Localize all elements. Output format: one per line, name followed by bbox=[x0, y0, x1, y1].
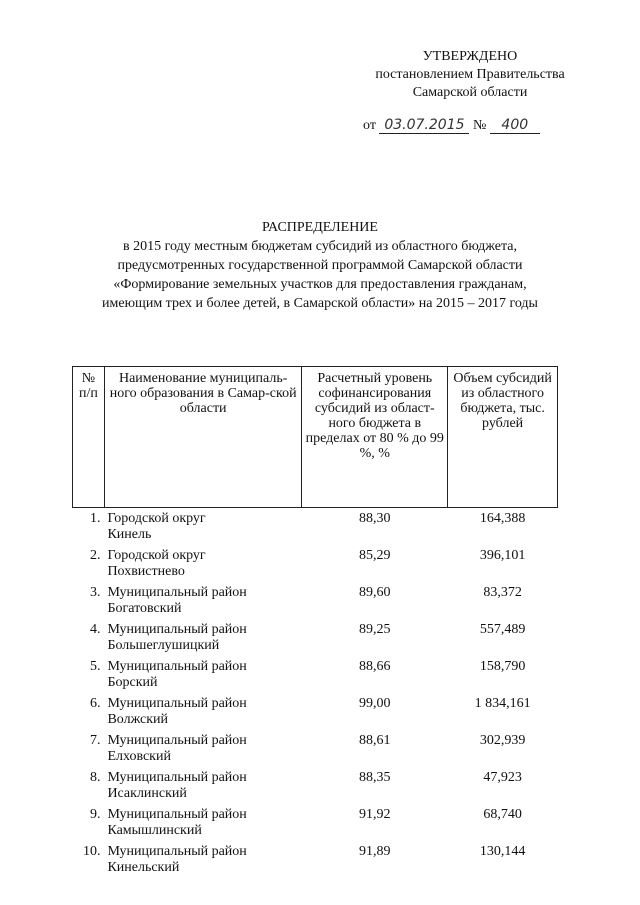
row-volume: 557,489 bbox=[479, 622, 526, 637]
row-volume: 302,939 bbox=[479, 733, 526, 748]
row-number: 5. bbox=[89, 659, 101, 674]
resolution-reference bbox=[363, 117, 540, 134]
row-municipality: Муниципальный район Камышлинский bbox=[107, 807, 247, 838]
row-rate: 85,29 bbox=[359, 548, 391, 563]
table-row bbox=[73, 693, 558, 730]
table-header-row bbox=[73, 367, 558, 508]
table-row bbox=[73, 545, 558, 582]
resolution-prefix: от bbox=[363, 118, 376, 133]
row-municipality: Муниципальный район Волжский bbox=[107, 696, 247, 727]
heading-line: «Формирование земельных участков для предоставления гражданам, bbox=[113, 277, 527, 292]
heading-line: имеющим трех и более детей, в Самарской области» на 2015 – 2017 годы bbox=[102, 296, 538, 311]
row-rate: 89,25 bbox=[359, 622, 391, 637]
row-municipality: Муниципальный район Большеглушицкий bbox=[107, 622, 247, 653]
row-volume: 130,144 bbox=[479, 844, 526, 859]
row-volume: 83,372 bbox=[483, 585, 522, 600]
row-municipality: Муниципальный район Кинельский bbox=[107, 844, 247, 875]
resolution-date: 03.07.2015 bbox=[379, 117, 469, 134]
row-number: 1. bbox=[89, 511, 101, 526]
document-title: РАСПРЕДЕЛЕНИЕ bbox=[262, 220, 378, 235]
row-rate: 88,66 bbox=[359, 659, 391, 674]
approval-line: Самарской области bbox=[412, 85, 528, 100]
distribution-table bbox=[72, 366, 558, 878]
number-sign: № bbox=[472, 118, 487, 133]
row-municipality: Муниципальный район Исаклинский bbox=[107, 770, 247, 801]
row-municipality: Муниципальный район Елховский bbox=[107, 733, 247, 764]
header-municipality: Наименование муниципаль-ного образования в Самар-ской области bbox=[104, 367, 301, 508]
row-number: 8. bbox=[89, 770, 101, 785]
row-rate: 91,92 bbox=[359, 807, 391, 822]
header-subsidy-volume: Объем субсидий из областного бюджета, тыс. рублей bbox=[448, 367, 558, 508]
row-municipality: Муниципальный район Богатовский bbox=[107, 585, 247, 616]
table-row bbox=[73, 582, 558, 619]
row-rate: 88,35 bbox=[359, 770, 391, 785]
row-rate: 88,61 bbox=[359, 733, 391, 748]
approval-line: постановлением Правительства bbox=[375, 67, 565, 82]
row-number: 6. bbox=[89, 696, 101, 711]
table-row bbox=[73, 656, 558, 693]
row-rate: 89,60 bbox=[359, 585, 391, 600]
row-number: 7. bbox=[89, 733, 101, 748]
row-rate: 88,30 bbox=[359, 511, 391, 526]
header-number: № п/п bbox=[73, 367, 105, 508]
row-volume: 396,101 bbox=[479, 548, 526, 563]
row-municipality: Городской округ Похвистнево bbox=[107, 548, 206, 579]
row-volume: 47,923 bbox=[483, 770, 522, 785]
row-volume: 158,790 bbox=[479, 659, 526, 674]
row-rate: 99,00 bbox=[359, 696, 391, 711]
heading-line: предусмотренных государственной программой Самарской области bbox=[117, 258, 523, 273]
table-row bbox=[73, 767, 558, 804]
row-number: 4. bbox=[89, 622, 101, 637]
table-row bbox=[73, 804, 558, 841]
row-rate: 91,89 bbox=[359, 844, 391, 859]
row-number: 2. bbox=[89, 548, 101, 563]
row-volume: 1 834,161 bbox=[474, 696, 531, 711]
table-row bbox=[73, 841, 558, 878]
row-municipality: Муниципальный район Борский bbox=[107, 659, 247, 690]
row-number: 3. bbox=[89, 585, 101, 600]
row-number: 10. bbox=[82, 844, 101, 859]
row-municipality: Городской округ Кинель bbox=[107, 511, 206, 542]
row-volume: 68,740 bbox=[483, 807, 522, 822]
row-number: 9. bbox=[89, 807, 101, 822]
table-row bbox=[73, 508, 558, 546]
approval-title: УТВЕРЖДЕНО bbox=[422, 49, 518, 64]
resolution-number: 400 bbox=[490, 117, 540, 134]
heading-line: в 2015 году местным бюджетам субсидий из областного бюджета, bbox=[123, 239, 517, 254]
table-row bbox=[73, 730, 558, 767]
row-volume: 164,388 bbox=[479, 511, 526, 526]
table-row bbox=[73, 619, 558, 656]
header-cofinancing-rate: Расчетный уровень софинансирования субсидий из област-ного бюджета в пределах от 80 % до 99 %, % bbox=[302, 367, 448, 508]
